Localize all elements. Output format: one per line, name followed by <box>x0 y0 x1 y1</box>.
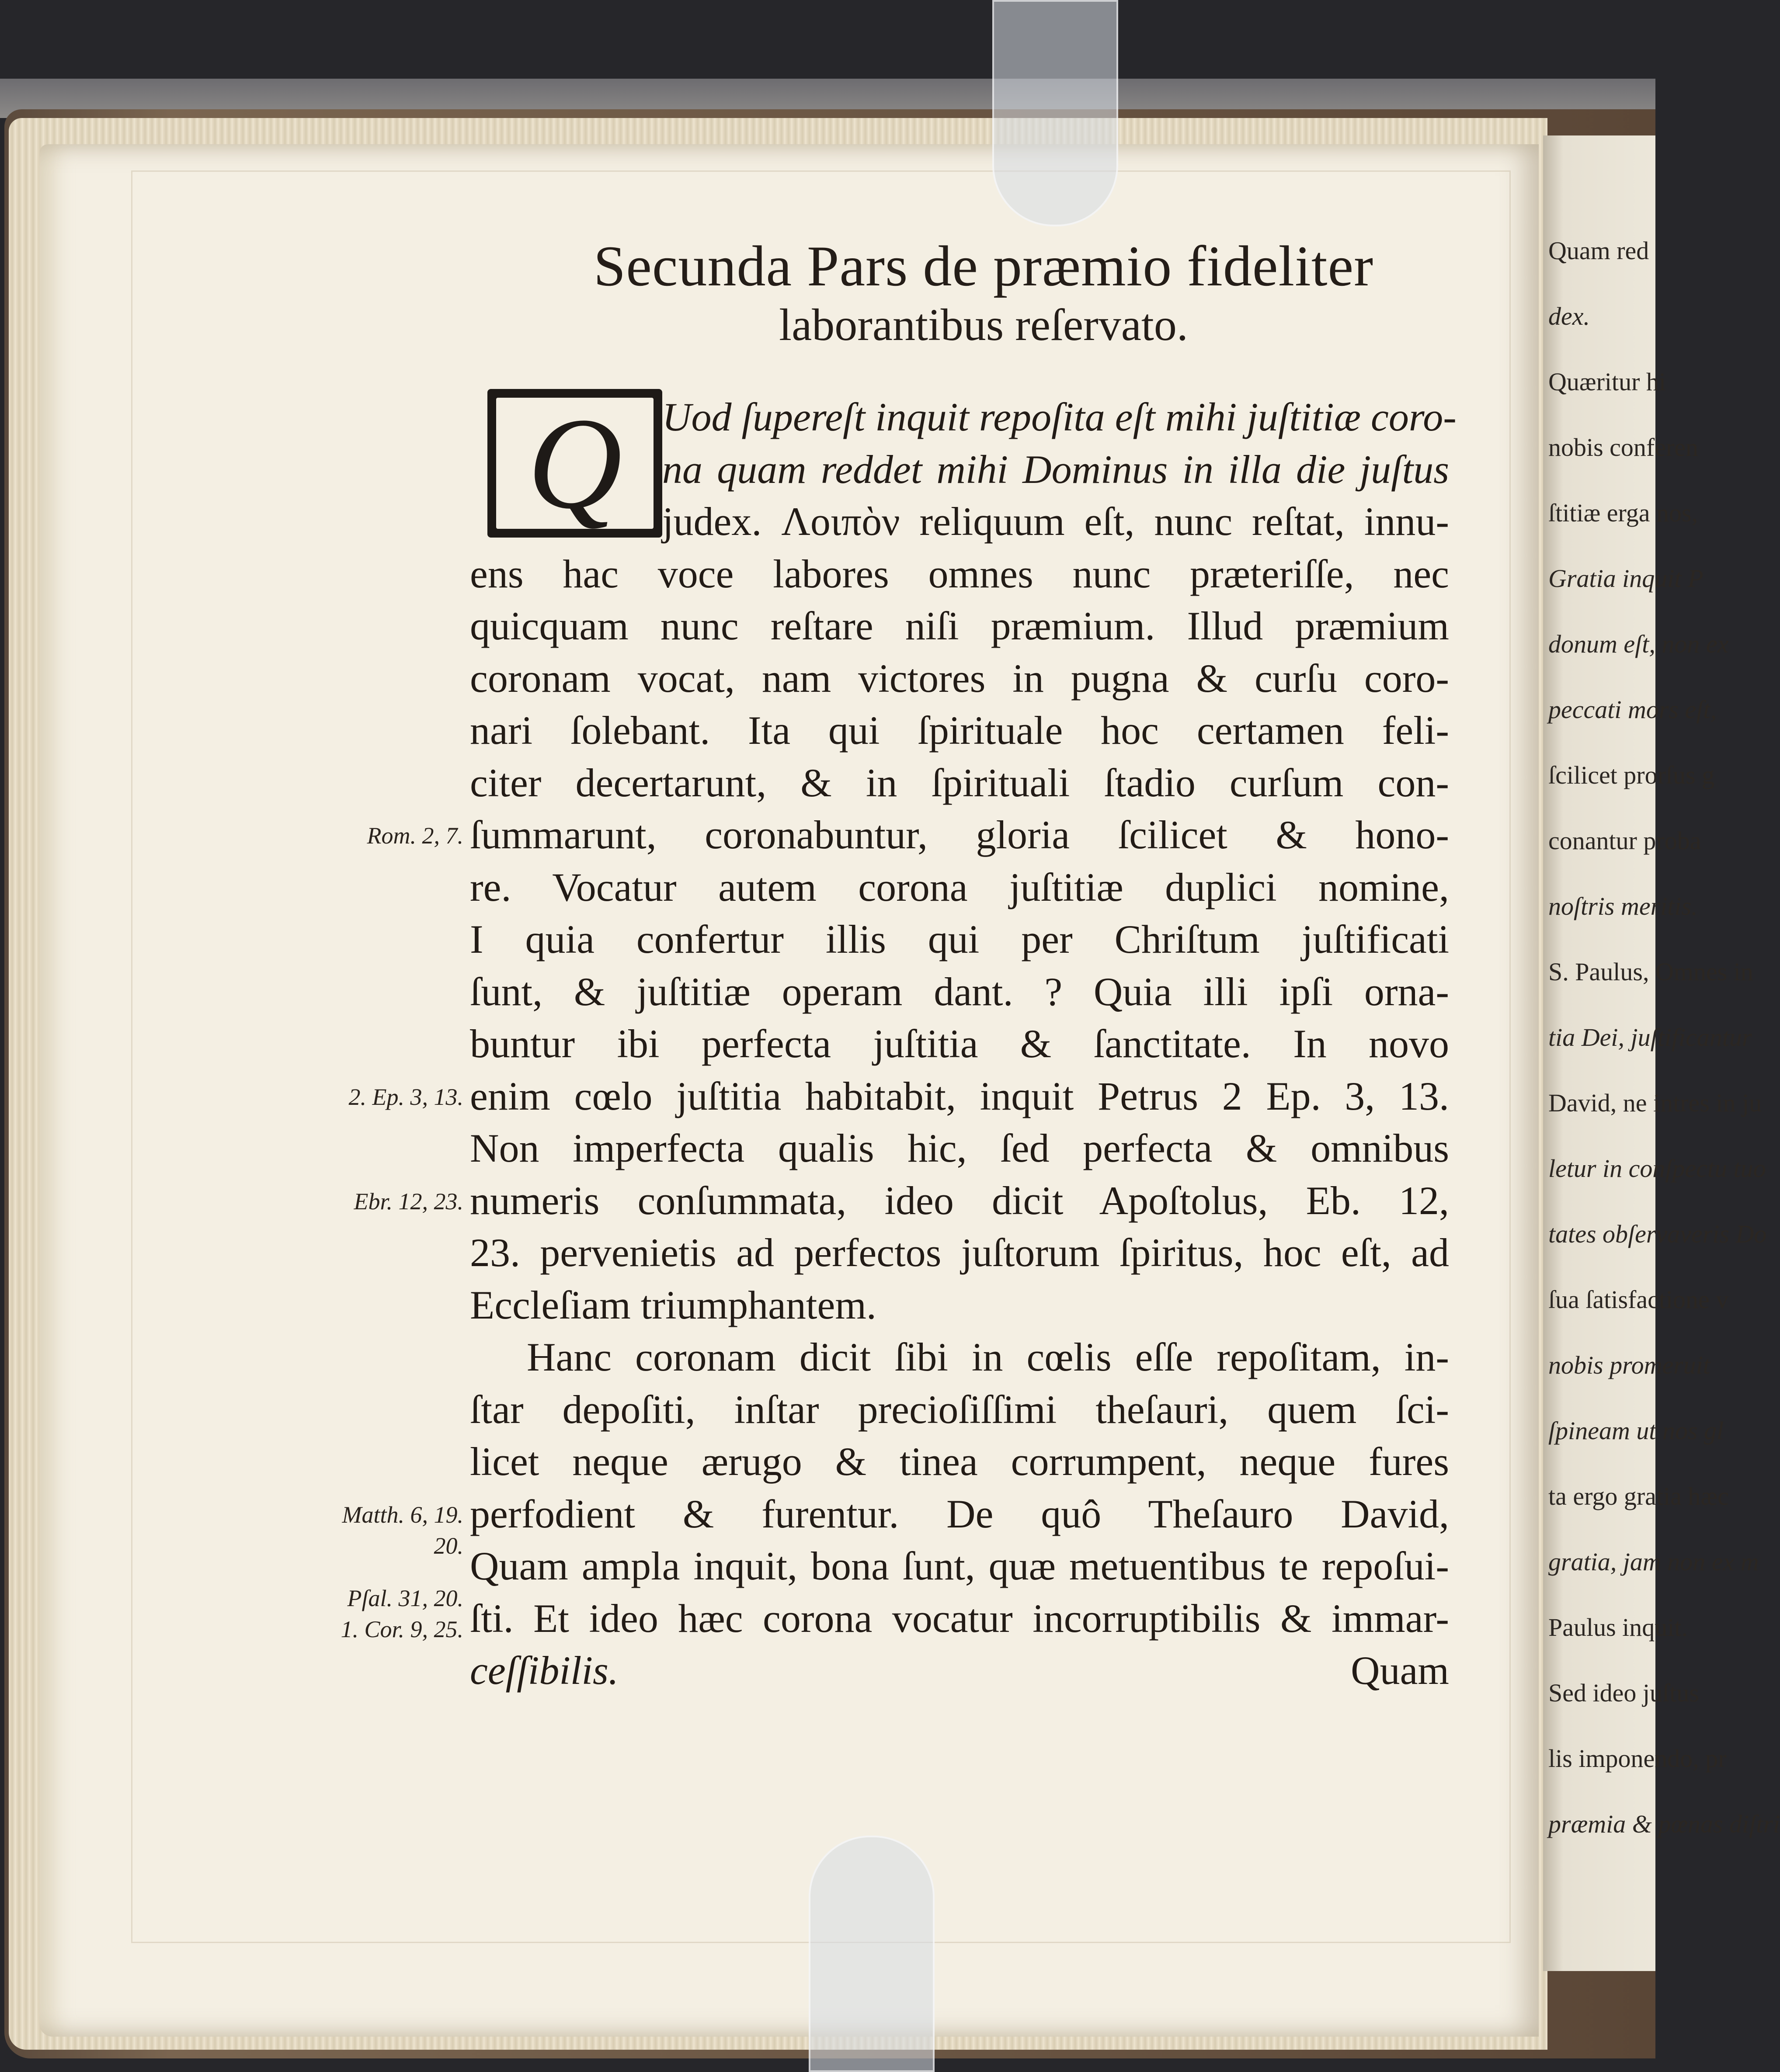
body-line: Non imperfecta qualis hic, ſed perfecta & omnibus <box>470 1126 1449 1170</box>
marginal-reference: Matth. 6, 19. <box>342 1501 463 1528</box>
page-clip-bottom <box>809 1836 935 2072</box>
marginal-reference: Ebr. 12, 23. <box>354 1188 463 1215</box>
marginal-reference: Pſal. 31, 20. <box>347 1585 463 1611</box>
body-line: ens hac voce labores omnes nunc præteriſſe, nec <box>470 551 1449 596</box>
body-line: enim cœlo juſtitia habitabit, inquit Petrus 2 Ep. 3, 13. <box>470 1073 1449 1118</box>
right-page-line: Gratia inquit P <box>1548 564 1704 593</box>
body-line: ſummarunt, coronabuntur, gloria ſcilicet & hono- <box>470 812 1449 857</box>
marginal-reference: 20. <box>434 1533 463 1559</box>
right-page-line: gratia, jam non ex m <box>1548 1548 1759 1576</box>
body-line: quicquam nunc reſtare niſi præmium. Illud præmium <box>470 604 1449 648</box>
right-page-line: peccati mors eſt, <box>1548 695 1717 724</box>
body-line: Hanc coronam dicit ſibi in cœlis eſſe repoſitam, in- <box>527 1335 1449 1379</box>
right-page-line: noſtris meritis. <box>1548 892 1698 920</box>
right-page-line: Quam red <box>1548 236 1649 265</box>
right-page-line: ſcilicet prorſus g <box>1548 761 1715 789</box>
page-clip-top <box>992 0 1118 226</box>
body-line: Eccleſiam triumphantem. <box>470 1282 876 1327</box>
right-page-line: ſua ſatisfactione v <box>1548 1285 1729 1314</box>
right-page-line: ſpineam ut nos gl <box>1548 1416 1724 1445</box>
right-page-line: David, ne intres in ju <box>1548 1089 1762 1117</box>
body-line: ſunt, & juſtitiæ operam dant. ? Quia illi ipſi orna- <box>470 969 1449 1014</box>
right-page-line: præmia & pœnas diſtri <box>1548 1810 1780 1838</box>
body-line: na quam reddet mihi Dominus in illa die juſtus <box>662 447 1449 492</box>
right-page-line: Sed ideo juſtus <box>1548 1679 1699 1707</box>
right-page-line: S. Paulus, Omnes in <box>1548 958 1753 986</box>
marginal-reference: 2. Ep. 3, 13. <box>348 1083 463 1110</box>
right-page <box>1543 135 1780 1971</box>
right-page-line: Paulus inquit. <box>1548 1613 1688 1642</box>
body-line: ſti. Et ideo hæc corona vocatur incorruptibilis & immar- <box>470 1596 1449 1641</box>
body-line: I quia confertur illis qui per Chriſtum juſtificati <box>470 917 1449 961</box>
body-line: licet neque ærugo & tinea corrumpent, neque fures <box>470 1439 1449 1484</box>
title-line-1: Secunda Pars de præmio fideliter <box>593 234 1374 298</box>
body-line: citer decertarunt, & in ſpirituali ſtadio curſum con- <box>470 760 1449 805</box>
right-page-line: tia Dei, juſtificantur <box>1548 1023 1752 1052</box>
title-line-2: laborantibus reſervato. <box>779 299 1188 350</box>
body-line: 23. pervenietis ad perfectos juſtorum ſpiritus, hoc eſt, ad <box>470 1230 1449 1275</box>
dropcap-letter: Q <box>527 391 622 536</box>
right-page-line: dex. <box>1548 302 1590 330</box>
right-page-line: ſtitiæ erga nos, <box>1548 499 1698 527</box>
right-page-line: nobis promeruit <box>1548 1351 1710 1379</box>
right-page-line: tates obſervaveris Do <box>1548 1220 1767 1248</box>
body-line: judex. Λοιπὸν reliquum eſt, nunc reſtat, innu- <box>662 499 1449 544</box>
right-page-line: conantur proba <box>1548 826 1701 855</box>
right-page-line: donum eſt, non ex <box>1548 630 1729 658</box>
body-text <box>470 391 1457 1697</box>
right-page-line: lis imponendo, pr <box>1548 1744 1727 1773</box>
body-line: numeris conſummata, ideo dicit Apoſtolus, Eb. 12, <box>470 1178 1449 1223</box>
catchword: Quam <box>1351 1648 1449 1693</box>
marginal-reference: 1. Cor. 9, 25. <box>341 1616 463 1643</box>
body-line: ceſſibilis. Quam <box>470 1645 1449 1697</box>
body-line: perfodient & furentur. De quô Theſauro David, <box>470 1491 1449 1536</box>
right-page-line: ta ergo gratia hæc <box>1548 1482 1729 1510</box>
body-line: ſtar depoſiti, inſtar precioſiſſimi theſauri, quem ſci- <box>470 1387 1449 1432</box>
page-title <box>481 236 1486 349</box>
body-line: buntur ibi perfecta juſtitia & ſanctitate. In novo <box>470 1021 1449 1066</box>
body-line: Quam ampla inquit, bona ſunt, quæ metuentibus te repoſui- <box>470 1544 1449 1588</box>
body-line: Uod ſupereſt inquit repoſita eſt mihi juſtitiæ coro- <box>662 395 1457 439</box>
right-page-line: Quæritur hi <box>1548 368 1666 396</box>
right-page-line: letur in conſpectu tuo <box>1548 1154 1766 1183</box>
body-line: coronam vocat, nam victores in pugna & curſu coro- <box>470 656 1449 701</box>
body-line: nari ſolebant. Ita qui ſpirituale hoc certamen feli- <box>470 708 1449 753</box>
right-page-line: nobis conferen <box>1548 433 1699 462</box>
body-line: re. Vocatur autem corona juſtitiæ duplici nomine, <box>470 864 1449 909</box>
marginal-reference: Rom. 2, 7. <box>367 823 463 849</box>
